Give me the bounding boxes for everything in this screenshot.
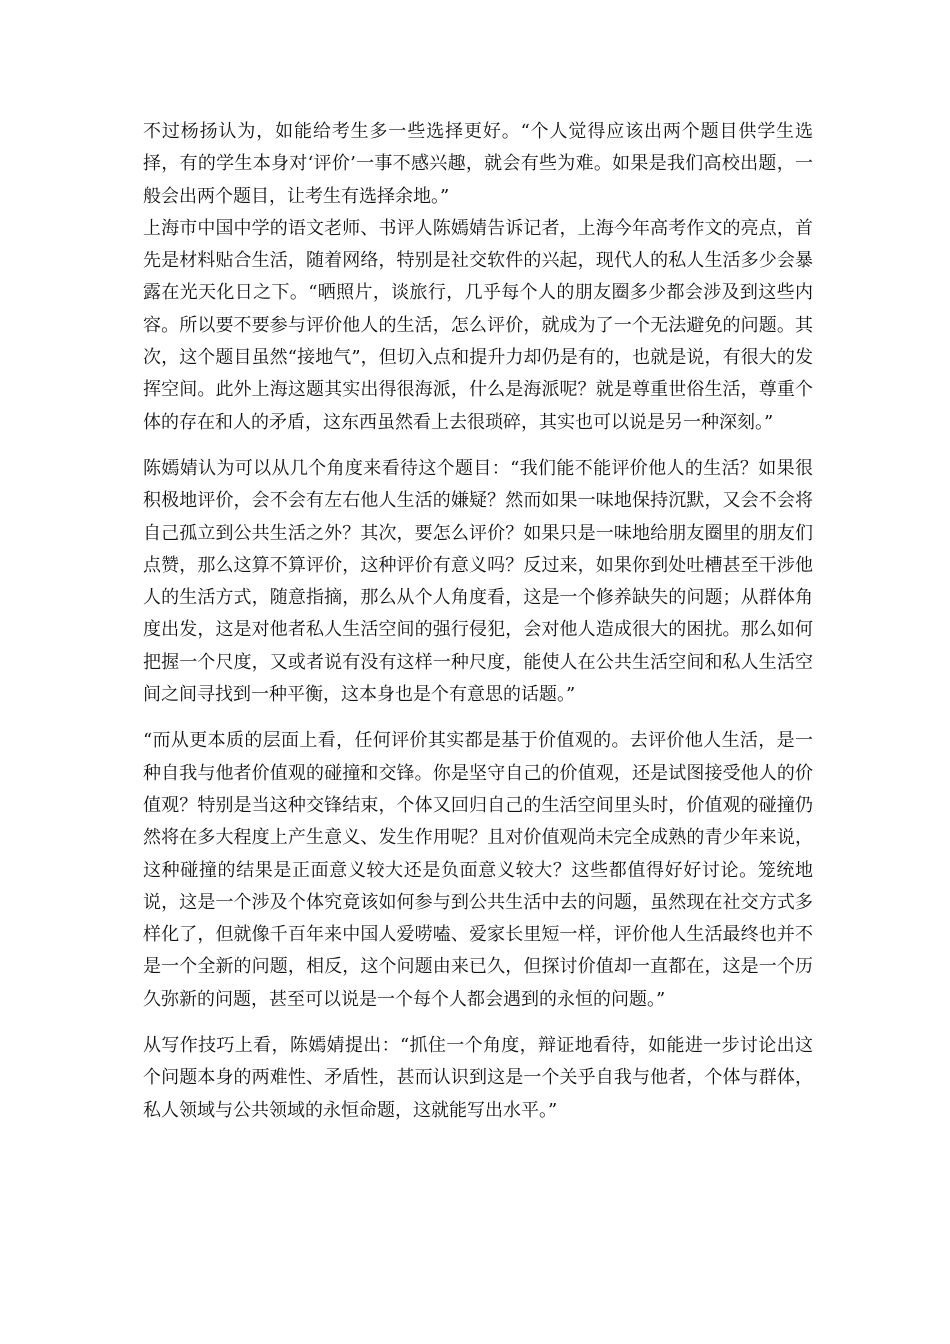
paragraph-writing-technique: 从写作技巧上看，陈嫣婧提出：“抓住一个角度，辩证地看待，如能进一步讨论出这个问题本身的两难性、矛盾性，甚而认识到这是一个关乎自我与他者，个体与群体，私人领域与公共领域的永恒命题，这就能写出水平。” (143, 1035, 813, 1121)
paragraph-chen-yanjing-highlights: 上海市中国中学的语文老师、书评人陈嫣婧告诉记者，上海今年高考作文的亮点，首先是材料贴合生活，随着网络，特别是社交软件的兴起，现代人的私人生活多少会暴露在光天化日之下。“晒照片，谈旅行，几乎每个人的朋友圈多少都会涉及到这些内容。所以要不要参与评价他人的生活，怎么评价，就成为了一个无法避免的问题。其次，这个题目虽然“接地气”，但切入点和提升力却仍是有的，也就是说，有很大的发挥空间。此外上海这题其实出得很海派，什么是海派呢？就是尊重世俗生活，尊重个体的存在和人的矛盾，这东西虽然看上去很琐碎，其实也可以说是另一种深刻。” (143, 217, 813, 433)
article-body (143, 116, 813, 1127)
paragraph-angles: 陈嫣婧认为可以从几个角度来看待这个题目：“我们能不能评价他人的生活？如果很积极地评价，会不会有左右他人生活的嫌疑？然而如果一味地保持沉默，又会不会将自己孤立到公共生活之外？其次，要怎么评价？如果只是一味地给朋友圈里的朋友们点赞，那么这算不算评价，这种评价有意义吗？反过来，如果你到处吐槽甚至干涉他人的生活方式，随意指摘，那么从个人角度看，这是一个修养缺失的问题；从群体角度出发，这是对他者私人生活空间的强行侵犯，会对他人造成很大的困扰。那么如何把握一个尺度，又或者说有没有这样一种尺度，能使人在公共生活空间和私人生活空间之间寻找到一种平衡，这本身也是个有意思的话题。” (143, 457, 813, 706)
paragraph-yang-yang-opinion: 不过杨扬认为，如能给考生多一些选择更好。“个人觉得应该出两个题目供学生选择，有的学生本身对‘评价’一事不感兴趣，就会有些为难。如果是我们高校出题，一般会出两个题目，让考生有选择余地。” (143, 121, 813, 207)
paragraph-values: “而从更本质的层面上看，任何评价其实都是基于价值观的。去评价他人生活，是一种自我与他者价值观的碰撞和交锋。你是坚守自己的价值观，还是试图接受他人的价值观？特别是当这种交锋结束，个体又回归自己的生活空间里头时，价值观的碰撞仍然将在多大程度上产生意义、发生作用呢？且对价值观尚未完全成熟的青少年来说，这种碰撞的结果是正面意义较大还是负面意义较大？这些都值得好好讨论。笼统地说，这是一个涉及个体究竟该如何参与到公共生活中去的问题，虽然现在社交方式多样化了，但就像千百年来中国人爱唠嗑、爱家长里短一样，评价他人生活最终也并不是一个全新的问题，相反，这个问题由来已久，但探讨价值却一直都在，这是一个历久弥新的问题，甚至可以说是一个每个人都会遇到的永恒的问题。” (143, 730, 813, 1010)
